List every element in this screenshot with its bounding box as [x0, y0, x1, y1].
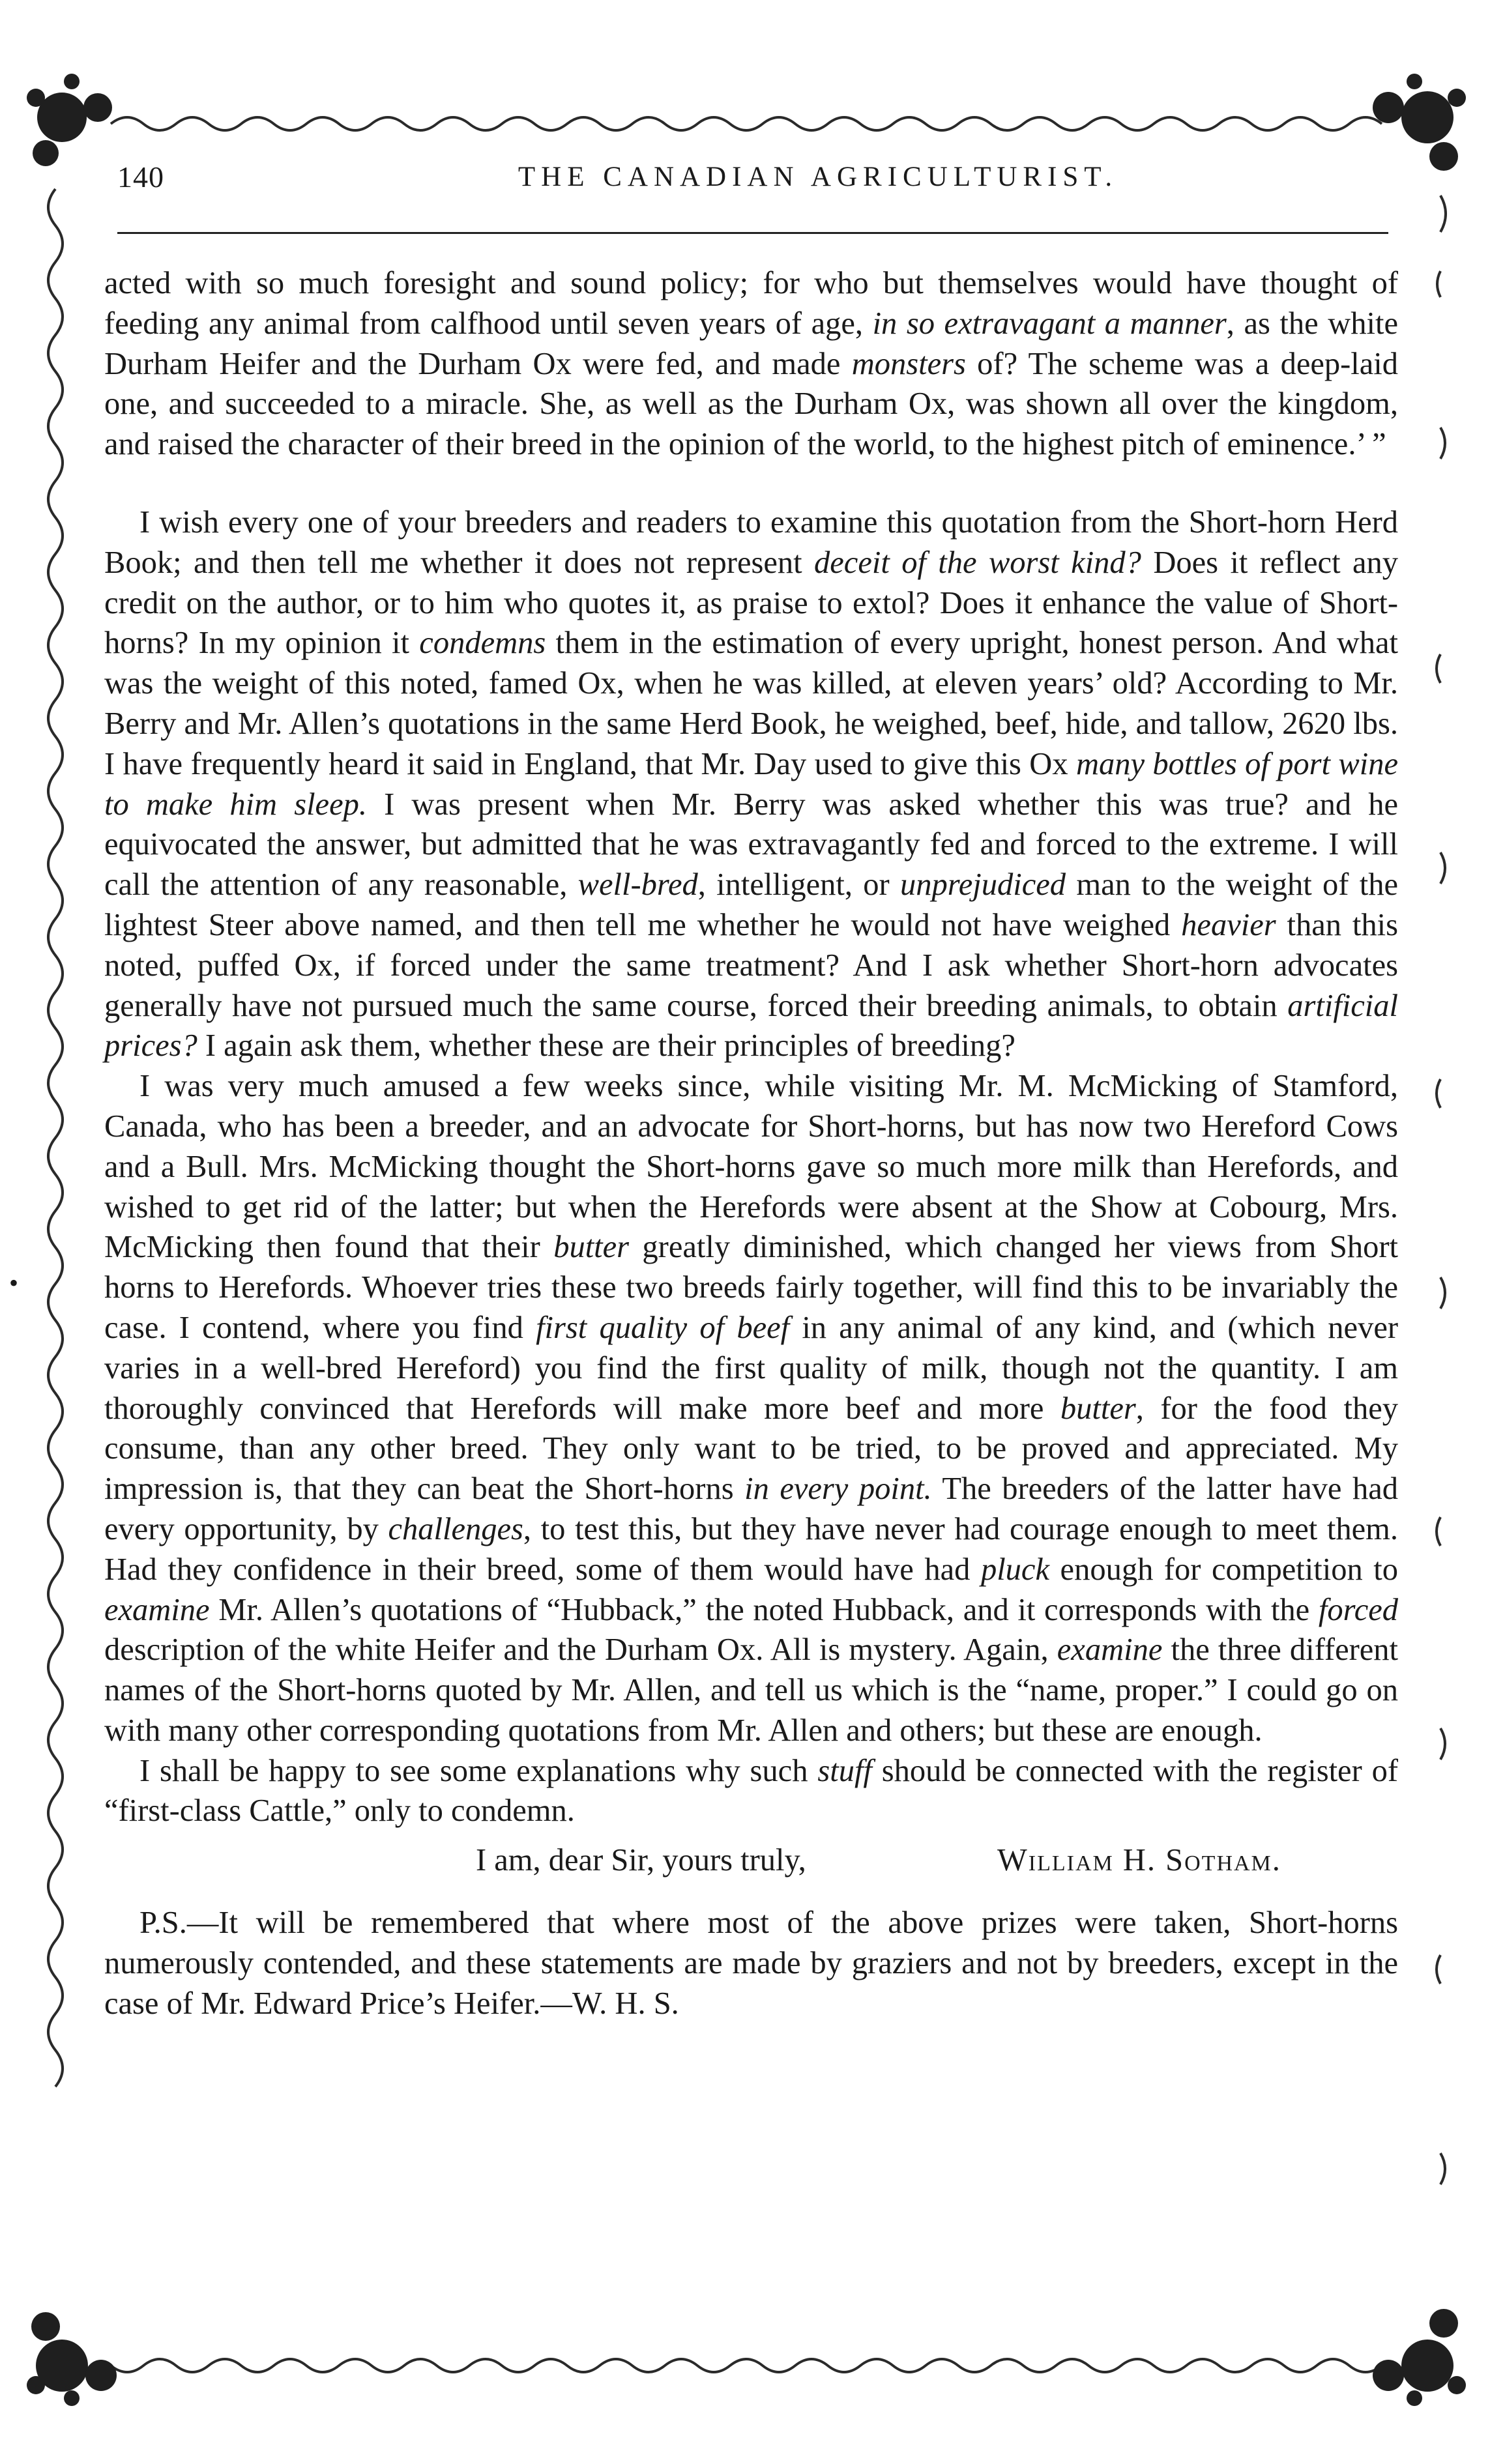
italic-run: unprejudiced	[899, 867, 1066, 903]
paragraph-mcmicking	[104, 1066, 1398, 1751]
page-number: 140	[117, 160, 164, 194]
page-header	[117, 160, 1388, 205]
text-run: the three different names of the Short-horns quoted by Mr. Allen, and tell us which is the “name, proper.” I could go on with many other corresponding quotations from Mr. Allen and others; but these are enough.	[104, 1632, 1398, 1748]
italic-run: monsters	[851, 346, 966, 381]
text-run: I wish every one of your breeders and readers to examine this quotation from the Short-horn Herd Book; and then tell me whether it does not represent	[104, 504, 1398, 580]
signature-closing: I am, dear Sir, yours truly,	[476, 1843, 806, 1878]
italic-run: in so extravagant a manner	[872, 306, 1227, 341]
running-title: THE CANADIAN AGRICULTURIST.	[518, 162, 1118, 192]
bottom-border-vine	[111, 2359, 1382, 2372]
italic-run: deceit of the worst kind?	[814, 545, 1141, 580]
margin-bullet: •	[9, 1268, 19, 1297]
italic-run: pluck	[980, 1552, 1049, 1587]
italic-run: butter	[553, 1230, 630, 1265]
text-run: in any animal of any kind, and (which never varies in a well-bred Hereford) you find the first quality of milk, though not the quantity. I am thoroughly convinced that Herefords will make more beef and more	[104, 1310, 1398, 1426]
text-run: should be connected with the register of “first-class Cattle,” only to condemn.	[104, 1753, 1399, 1829]
text-run: I was present when Mr. Berry was asked whether this was true? and he equivocated the answer, but admitted that he was extravagantly fed and forced to the extreme. I will call the attention of any reasonable,	[104, 787, 1398, 903]
signature-line	[104, 1840, 1398, 1881]
text-run: of? The scheme was a deep-laid one, and succeeded to a miracle. She, as well as the Durham Ox, was shown all over the kingdom, and raised the character of their breed in the opinion of the world, to the highest pitch of eminence.’ ”	[104, 346, 1399, 462]
right-border-vine	[1437, 196, 1446, 2184]
top-left-corner-ornament	[27, 74, 112, 166]
italic-run: examine	[1057, 1632, 1163, 1668]
text-run: , as the white Durham Heifer and the Durham Ox were fed, and made	[104, 306, 1398, 381]
text-run: , intelligent, or	[697, 867, 900, 903]
left-border-vine	[48, 189, 63, 2087]
italic-run: butter	[1060, 1391, 1136, 1426]
italic-run: well-bred	[577, 867, 698, 903]
header-rule	[117, 232, 1388, 234]
italic-run: many bottles of port wine to make him sleep.	[104, 746, 1398, 822]
text-run: I again ask them, whether these are their principles of breeding?	[197, 1028, 1015, 1064]
italic-run: challenges	[388, 1511, 523, 1546]
italic-run: in every point.	[744, 1471, 932, 1507]
italic-run: condemns	[419, 626, 546, 661]
paragraph-herd-book	[104, 502, 1398, 1066]
postscript: P.S.—It will be remembered that where most of the above prizes were taken, Short-horns numerously contended, and these statements are made by graziers and not by breeders, except in the case of Mr. Edward Price’s Heifer.—W. H. S.	[104, 1906, 1398, 2021]
paragraph-quote-ending	[104, 263, 1398, 465]
signature-name: William H. Sotham.	[997, 1843, 1281, 1878]
article-body	[104, 263, 1398, 2024]
text-run: , to test this, but they have never had courage enough to meet them. Had they confidence in their breed, some of them would have had	[104, 1511, 1398, 1587]
bottom-right-corner-ornament	[1373, 2309, 1466, 2406]
italic-run: artificial prices?	[104, 988, 1398, 1064]
text-run: Mr. Allen’s quotations of “Hubback,” the noted Hubback, and it corresponds with the	[209, 1592, 1319, 1627]
top-right-corner-ornament	[1373, 74, 1466, 171]
text-run: greatly diminished, which changed her views from Short horns to Herefords. Whoever tries these two breeds fairly together, will find this to be invariably the case. I contend, where you find	[104, 1230, 1399, 1345]
italic-run: stuff	[817, 1753, 872, 1788]
italic-run: examine	[104, 1592, 210, 1627]
italic-run: first quality of beef	[536, 1310, 790, 1345]
text-run: I shall be happy to see some explanations why such	[139, 1753, 818, 1788]
text-run: than this noted, puffed Ox, if forced under the same treatment? And I ask whether Short-horn advocates generally have not pursued much the same course, forced their breeding animals, to obtain	[104, 907, 1399, 1023]
text-run: enough for competition to	[1049, 1552, 1398, 1587]
text-run: them in the estimation of every upright, honest person. And what was the weight of this noted, famed Ox, when he was killed, at eleven years’ old? According to Mr. Berry and Mr. Allen’s quotations in the same Herd Book, he weighed, beef, hide, and tallow, 2620 lbs. I have frequently heard it said in England, that Mr. Day used to give this Ox	[104, 626, 1398, 781]
text-run: I was very much amused a few weeks since, while visiting Mr. M. McMicking of Stamford, Canada, who has been a breeder, and an advocate for Short-horns, but has now two Hereford Cows and a Bull. Mrs. McMicking thought the Short-horns gave so much more milk than Herefords, and wished to get rid of the latter; but when the Herefords were absent at the Show at Cobourg, Mrs. McMicking then found that their	[104, 1069, 1398, 1265]
text-run: , for the food they consume, than any other breed. They only want to be tried, to be proved and appreciated. My impression is, that they can beat the Short-horns	[104, 1391, 1398, 1507]
text-run: description of the white Heifer and the Durham Ox. All is mystery. Again,	[104, 1632, 1057, 1668]
italic-run: heavier	[1181, 907, 1276, 942]
text-run: acted with so much foresight and sound policy; for who but themselves would have thought of feeding any animal from calfhood until seven years of age,	[104, 266, 1398, 341]
italic-run: forced	[1318, 1592, 1398, 1627]
top-border-vine	[111, 117, 1382, 130]
paragraph-explanations	[104, 1751, 1398, 1832]
text-run: man to the weight of the lightest Steer above named, and then tell me whether he would not have weighed	[104, 867, 1398, 942]
bottom-left-corner-ornament	[27, 2312, 117, 2406]
text-run: The breeders of the latter have had every opportunity, by	[104, 1471, 1398, 1546]
text-run: Does it reflect any credit on the author, or to him who quotes it, as praise to extol? Does it enhance the value of Short-horns? In my opinion it	[104, 545, 1398, 661]
